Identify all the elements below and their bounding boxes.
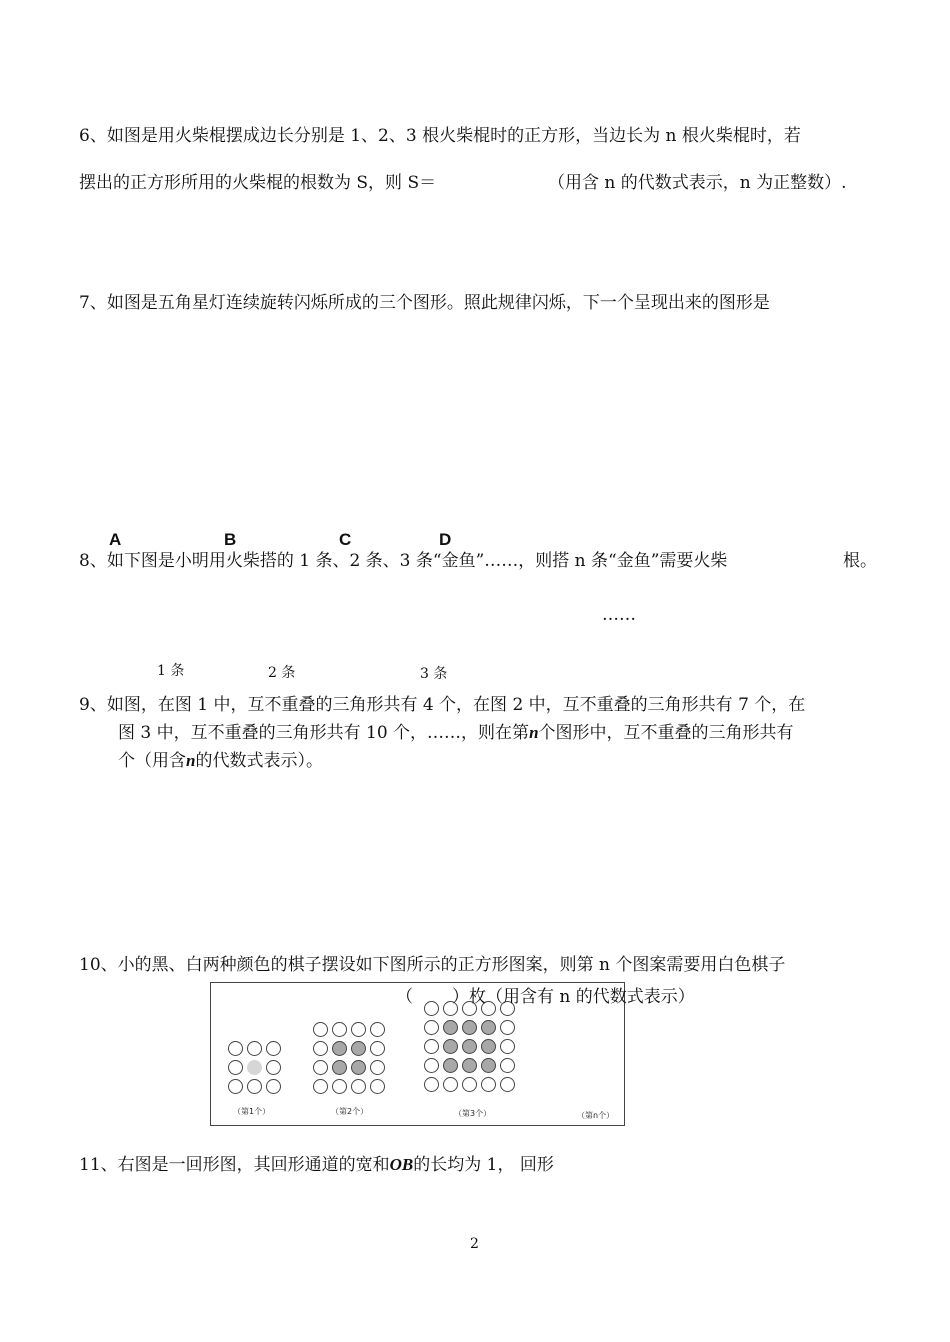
piece-2-1-1 xyxy=(332,1041,347,1056)
q9-line-2-part-a: 图 3 中，互不重叠的三角形共有 10 个，……，则在第 xyxy=(118,723,530,743)
q11-line-1-part-a: 11、右图是一回形图，其回形通道的宽和 xyxy=(79,1155,390,1175)
piece-3-1-2 xyxy=(462,1020,477,1035)
piece-1-1-1 xyxy=(247,1060,262,1075)
piece-2-2-0 xyxy=(313,1060,328,1075)
piece-1-0-1 xyxy=(247,1041,262,1056)
q9-line-2-part-b: 个图形中，互不重叠的三角形共有 xyxy=(538,723,794,743)
q11-line-1-part-b: 的长均为 1， 回形 xyxy=(413,1155,554,1175)
piece-3-3-4 xyxy=(500,1058,515,1073)
piece-2-3-1 xyxy=(332,1079,347,1094)
q6-line-1: 6、如图是用火柴棍摆成边长分别是 1、2、3 根火柴棍时的正方形，当边长为 n 根火柴棍时，若 xyxy=(79,126,801,146)
piece-3-4-3 xyxy=(481,1077,496,1092)
piece-3-2-1 xyxy=(443,1039,458,1054)
piece-3-1-1 xyxy=(443,1020,458,1035)
piece-1-2-2 xyxy=(266,1079,281,1094)
q8-label-2: 2 条 xyxy=(268,665,296,681)
piece-3-2-0 xyxy=(424,1039,439,1054)
q9-variable-n: n xyxy=(529,723,539,742)
piece-2-0-2 xyxy=(351,1022,366,1037)
piece-3-3-1 xyxy=(443,1058,458,1073)
piece-3-4-4 xyxy=(500,1077,515,1092)
piece-3-0-0 xyxy=(424,1001,439,1016)
q9-line-3 xyxy=(118,750,323,772)
page-number: 2 xyxy=(470,1236,479,1252)
piece-2-2-3 xyxy=(370,1060,385,1075)
q8-label-3: 3 条 xyxy=(420,666,448,682)
q10-line-1: 10、小的黑、白两种颜色的棋子摆设如下图所示的正方形图案，则第 n 个图案需要用白色棋子 xyxy=(79,955,786,975)
piece-1-0-2 xyxy=(266,1041,281,1056)
piece-3-2-3 xyxy=(481,1039,496,1054)
q9-line-2 xyxy=(118,722,794,744)
piece-2-0-0 xyxy=(313,1022,328,1037)
q9-line-3-part-a: 个（用含 xyxy=(118,751,186,771)
caption-n: （第n个） xyxy=(577,1111,615,1120)
q6-line-2-part-a: 摆出的正方形所用的火柴棍的根数为 S，则 S＝ xyxy=(79,173,437,193)
q9-variable-n-2: n xyxy=(186,751,196,770)
q7-option-c: C xyxy=(339,530,352,549)
caption-1: （第1个） xyxy=(233,1107,271,1116)
q6-line-2-part-b: （用含 n 的代数式表示，n 为正整数）. xyxy=(548,173,847,193)
q7-option-b: B xyxy=(224,530,237,549)
piece-2-1-3 xyxy=(370,1041,385,1056)
q11-variable-ob: OB xyxy=(389,1155,414,1174)
piece-3-1-4 xyxy=(500,1020,515,1035)
piece-3-4-2 xyxy=(462,1077,477,1092)
q8-line-1-part-a: 8、如下图是小明用火柴搭的 1 条、2 条、3 条“金鱼”……，则搭 n 条“金鱼”需要火柴 xyxy=(79,551,728,571)
piece-2-3-2 xyxy=(351,1079,366,1094)
q9-line-3-part-b: 的代数式表示）。 xyxy=(195,751,323,771)
piece-2-2-1 xyxy=(332,1060,347,1075)
piece-1-2-0 xyxy=(228,1079,243,1094)
q8-line-1-part-b: 根。 xyxy=(843,551,877,571)
caption-2: （第2个） xyxy=(331,1107,369,1116)
q7-line-1: 7、如图是五角星灯连续旋转闪烁所成的三个图形。照此规律闪烁，下一个呈现出来的图形是 xyxy=(79,293,770,313)
piece-3-2-2 xyxy=(462,1039,477,1054)
piece-1-1-2 xyxy=(266,1060,281,1075)
piece-3-4-0 xyxy=(424,1077,439,1092)
piece-3-1-0 xyxy=(424,1020,439,1035)
q8-ellipsis: …… xyxy=(602,605,636,625)
q10-line-2-part-a: （ xyxy=(396,987,413,1007)
piece-3-3-0 xyxy=(424,1058,439,1073)
piece-2-0-1 xyxy=(332,1022,347,1037)
piece-1-2-1 xyxy=(247,1079,262,1094)
piece-2-3-0 xyxy=(313,1079,328,1094)
piece-1-0-0 xyxy=(228,1041,243,1056)
piece-3-3-3 xyxy=(481,1058,496,1073)
q8-label-1: 1 条 xyxy=(157,663,185,679)
piece-2-3-3 xyxy=(370,1079,385,1094)
piece-2-1-0 xyxy=(313,1041,328,1056)
piece-3-1-3 xyxy=(481,1020,496,1035)
q10-line-2-part-b: ）枚（用含有 n 的代数式表示） xyxy=(452,987,695,1007)
q9-line-1: 9、如图，在图 1 中，互不重叠的三角形共有 4 个，在图 2 中，互不重叠的三角形共有 7 个，在 xyxy=(79,695,806,715)
piece-3-3-2 xyxy=(462,1058,477,1073)
piece-1-1-0 xyxy=(228,1060,243,1075)
piece-3-4-1 xyxy=(443,1077,458,1092)
caption-3: （第3个） xyxy=(454,1109,492,1118)
q7-option-a: A xyxy=(109,530,122,549)
piece-2-0-3 xyxy=(370,1022,385,1037)
piece-2-2-2 xyxy=(351,1060,366,1075)
q7-option-d: D xyxy=(439,530,452,549)
piece-2-1-2 xyxy=(351,1041,366,1056)
q11-line-1 xyxy=(79,1154,554,1176)
piece-3-2-4 xyxy=(500,1039,515,1054)
